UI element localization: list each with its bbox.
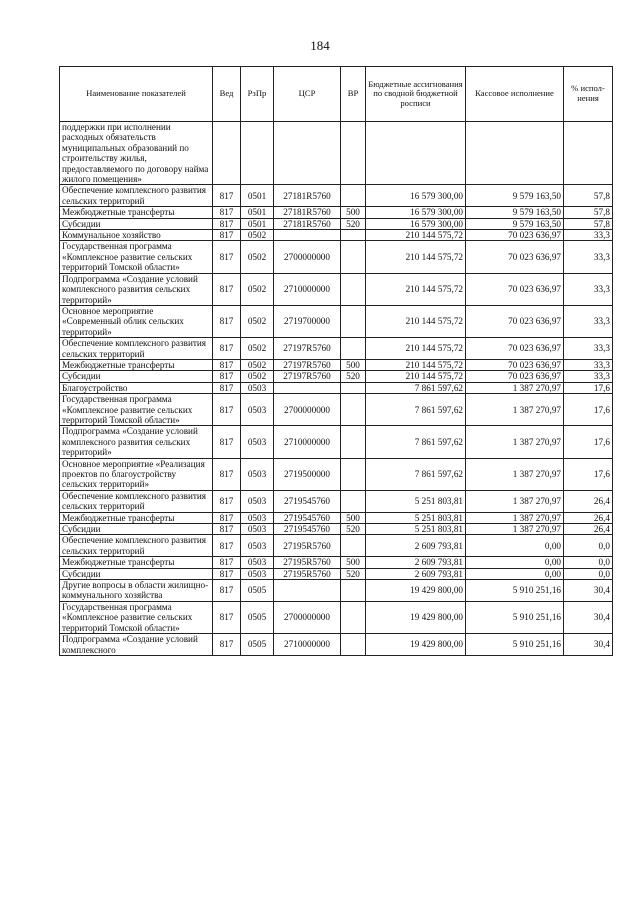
cell-rzpr: 0503 xyxy=(241,490,274,512)
cell-cash: 70 023 636,97 xyxy=(466,338,564,360)
cell-cash: 9 579 163,50 xyxy=(466,207,564,218)
table-row xyxy=(60,580,613,602)
cell-ved: 817 xyxy=(213,338,241,360)
cell-ved: 817 xyxy=(213,185,241,207)
cell-vr: 520 xyxy=(341,218,366,229)
cell-rzpr: 0503 xyxy=(241,568,274,579)
cell-rzpr: 0501 xyxy=(241,207,274,218)
cell-csr xyxy=(274,382,341,393)
table-row xyxy=(60,371,613,382)
cell-name: Подпрограмма «Создание условий комплексного xyxy=(60,634,213,656)
cell-percent xyxy=(564,122,613,185)
cell-cash: 1 387 270,97 xyxy=(466,426,564,458)
cell-cash: 1 387 270,97 xyxy=(466,394,564,426)
cell-name: Обеспечение комплексного развития сельских территорий xyxy=(60,185,213,207)
cell-vr: 520 xyxy=(341,524,366,535)
cell-percent: 26,4 xyxy=(564,524,613,535)
cell-name: Субсидии xyxy=(60,568,213,579)
cell-percent: 30,4 xyxy=(564,580,613,602)
cell-csr xyxy=(274,580,341,602)
cell-csr: 27195R5760 xyxy=(274,557,341,568)
cell-ved: 817 xyxy=(213,458,241,490)
cell-name: Основное мероприятие «Современный облик сельских территорий» xyxy=(60,305,213,337)
table-row xyxy=(60,568,613,579)
cell-ved: 817 xyxy=(213,524,241,535)
cell-csr: 2719500000 xyxy=(274,458,341,490)
table-row xyxy=(60,338,613,360)
cell-assignment: 210 144 575,72 xyxy=(366,359,466,370)
cell-vr xyxy=(341,634,366,656)
cell-rzpr: 0502 xyxy=(241,305,274,337)
cell-rzpr: 0501 xyxy=(241,218,274,229)
cell-ved: 817 xyxy=(213,359,241,370)
cell-vr: 500 xyxy=(341,359,366,370)
cell-percent: 33,3 xyxy=(564,241,613,273)
cell-csr: 2719545760 xyxy=(274,512,341,523)
cell-assignment: 210 144 575,72 xyxy=(366,338,466,360)
cell-percent: 33,3 xyxy=(564,359,613,370)
cell-csr: 27197R5760 xyxy=(274,371,341,382)
cell-ved: 817 xyxy=(213,218,241,229)
cell-assignment: 210 144 575,72 xyxy=(366,305,466,337)
cell-cash: 9 579 163,50 xyxy=(466,185,564,207)
cell-vr xyxy=(341,273,366,305)
cell-ved: 817 xyxy=(213,490,241,512)
cell-percent: 30,4 xyxy=(564,601,613,633)
cell-name: поддержки при исполнении расходных обязательств муниципальных образований по строительству жилья, предоставляемого по договору найма жилого помещения» xyxy=(60,122,213,185)
cell-ved: 817 xyxy=(213,634,241,656)
table-row xyxy=(60,490,613,512)
cell-name: Благоустройство xyxy=(60,382,213,393)
cell-vr: 500 xyxy=(341,207,366,218)
cell-percent: 17,6 xyxy=(564,382,613,393)
cell-percent: 17,6 xyxy=(564,426,613,458)
cell-assignment: 19 429 800,00 xyxy=(366,634,466,656)
cell-vr xyxy=(341,338,366,360)
cell-assignment: 16 579 300,00 xyxy=(366,207,466,218)
header-pct: % испол- нения xyxy=(564,67,613,122)
cell-cash: 0,00 xyxy=(466,568,564,579)
cell-csr: 27195R5760 xyxy=(274,535,341,557)
cell-cash: 1 387 270,97 xyxy=(466,512,564,523)
cell-percent: 0,0 xyxy=(564,535,613,557)
cell-rzpr: 0505 xyxy=(241,601,274,633)
cell-csr: 27181R5760 xyxy=(274,218,341,229)
cell-assignment: 16 579 300,00 xyxy=(366,218,466,229)
table-header-row xyxy=(60,67,613,122)
cell-cash: 70 023 636,97 xyxy=(466,241,564,273)
cell-assignment: 2 609 793,81 xyxy=(366,535,466,557)
table-row xyxy=(60,359,613,370)
cell-name: Государственная программа «Комплексное развитие сельских территорий Томской области» xyxy=(60,394,213,426)
cell-csr: 27197R5760 xyxy=(274,338,341,360)
cell-assignment: 5 251 803,81 xyxy=(366,512,466,523)
cell-percent: 17,6 xyxy=(564,394,613,426)
cell-vr xyxy=(341,394,366,426)
table-row xyxy=(60,273,613,305)
cell-rzpr: 0505 xyxy=(241,634,274,656)
cell-rzpr: 0503 xyxy=(241,557,274,568)
cell-assignment: 210 144 575,72 xyxy=(366,241,466,273)
cell-rzpr: 0505 xyxy=(241,580,274,602)
header-csr: ЦСР xyxy=(274,67,341,122)
cell-assignment: 7 861 597,62 xyxy=(366,394,466,426)
header-vr: ВР xyxy=(341,67,366,122)
header-ved: Вед xyxy=(213,67,241,122)
cell-csr xyxy=(274,230,341,241)
cell-rzpr xyxy=(241,122,274,185)
cell-name: Государственная программа «Комплексное развитие сельских территорий Томской области» xyxy=(60,241,213,273)
cell-vr xyxy=(341,490,366,512)
cell-name: Государственная программа «Комплексное развитие сельских территорий Томской области» xyxy=(60,601,213,633)
cell-percent: 30,4 xyxy=(564,634,613,656)
cell-vr xyxy=(341,382,366,393)
table-row xyxy=(60,382,613,393)
cell-percent: 57,8 xyxy=(564,218,613,229)
cell-vr: 520 xyxy=(341,371,366,382)
cell-rzpr: 0501 xyxy=(241,185,274,207)
cell-rzpr: 0502 xyxy=(241,359,274,370)
cell-ved: 817 xyxy=(213,580,241,602)
cell-ved: 817 xyxy=(213,601,241,633)
cell-cash: 70 023 636,97 xyxy=(466,273,564,305)
cell-cash: 1 387 270,97 xyxy=(466,382,564,393)
cell-ved: 817 xyxy=(213,241,241,273)
cell-cash: 5 910 251,16 xyxy=(466,634,564,656)
cell-percent: 57,8 xyxy=(564,185,613,207)
cell-csr: 27181R5760 xyxy=(274,185,341,207)
cell-rzpr: 0503 xyxy=(241,512,274,523)
table-row xyxy=(60,512,613,523)
cell-vr xyxy=(341,185,366,207)
cell-rzpr: 0502 xyxy=(241,371,274,382)
cell-name: Межбюджетные трансферты xyxy=(60,512,213,523)
cell-name: Подпрограмма «Создание условий комплексного развития сельских территорий» xyxy=(60,273,213,305)
cell-rzpr: 0502 xyxy=(241,338,274,360)
cell-csr xyxy=(274,122,341,185)
cell-percent: 33,3 xyxy=(564,230,613,241)
cell-assignment: 7 861 597,62 xyxy=(366,426,466,458)
cell-vr: 500 xyxy=(341,512,366,523)
cell-cash xyxy=(466,122,564,185)
cell-vr xyxy=(341,305,366,337)
cell-name: Межбюджетные трансферты xyxy=(60,207,213,218)
cell-csr: 2700000000 xyxy=(274,394,341,426)
cell-rzpr: 0503 xyxy=(241,458,274,490)
cell-name: Обеспечение комплексного развития сельских территорий xyxy=(60,535,213,557)
cell-cash: 70 023 636,97 xyxy=(466,359,564,370)
cell-name: Межбюджетные трансферты xyxy=(60,359,213,370)
cell-ved xyxy=(213,122,241,185)
cell-name: Обеспечение комплексного развития сельских территорий xyxy=(60,490,213,512)
cell-rzpr: 0503 xyxy=(241,535,274,557)
cell-percent: 17,6 xyxy=(564,458,613,490)
cell-vr xyxy=(341,535,366,557)
cell-ved: 817 xyxy=(213,382,241,393)
cell-assignment: 7 861 597,62 xyxy=(366,458,466,490)
cell-cash: 1 387 270,97 xyxy=(466,524,564,535)
cell-ved: 817 xyxy=(213,557,241,568)
cell-assignment: 210 144 575,72 xyxy=(366,273,466,305)
cell-name: Коммунальное хозяйство xyxy=(60,230,213,241)
cell-vr xyxy=(341,458,366,490)
table-row xyxy=(60,458,613,490)
cell-assignment: 7 861 597,62 xyxy=(366,382,466,393)
cell-csr: 2700000000 xyxy=(274,241,341,273)
cell-ved: 817 xyxy=(213,371,241,382)
cell-assignment: 210 144 575,72 xyxy=(366,230,466,241)
cell-vr xyxy=(341,122,366,185)
cell-percent: 0,0 xyxy=(564,568,613,579)
cell-assignment xyxy=(366,122,466,185)
page-number: 184 xyxy=(310,38,330,53)
table-row xyxy=(60,601,613,633)
cell-cash: 5 910 251,16 xyxy=(466,580,564,602)
cell-ved: 817 xyxy=(213,568,241,579)
cell-cash: 0,00 xyxy=(466,557,564,568)
cell-ved: 817 xyxy=(213,394,241,426)
table-row xyxy=(60,557,613,568)
header-cash: Кассовое исполнение xyxy=(466,67,564,122)
cell-percent: 26,4 xyxy=(564,490,613,512)
header-assignments: Бюджетные ассигнования по сводной бюджетной росписи xyxy=(366,67,466,122)
table-row xyxy=(60,122,613,185)
cell-assignment: 19 429 800,00 xyxy=(366,601,466,633)
cell-ved: 817 xyxy=(213,535,241,557)
cell-cash: 1 387 270,97 xyxy=(466,490,564,512)
cell-csr: 27197R5760 xyxy=(274,359,341,370)
cell-name: Субсидии xyxy=(60,524,213,535)
cell-rzpr: 0503 xyxy=(241,382,274,393)
cell-vr: 520 xyxy=(341,568,366,579)
cell-rzpr: 0502 xyxy=(241,230,274,241)
cell-csr: 2700000000 xyxy=(274,601,341,633)
table-row xyxy=(60,524,613,535)
cell-csr: 27195R5760 xyxy=(274,568,341,579)
cell-percent: 26,4 xyxy=(564,512,613,523)
cell-vr xyxy=(341,580,366,602)
cell-percent: 33,3 xyxy=(564,273,613,305)
table-row xyxy=(60,634,613,656)
cell-csr: 2710000000 xyxy=(274,634,341,656)
cell-cash: 1 387 270,97 xyxy=(466,458,564,490)
cell-assignment: 16 579 300,00 xyxy=(366,185,466,207)
cell-cash: 0,00 xyxy=(466,535,564,557)
cell-percent: 0,0 xyxy=(564,557,613,568)
cell-name: Подпрограмма «Создание условий комплексного развития сельских территорий» xyxy=(60,426,213,458)
table-row xyxy=(60,207,613,218)
cell-ved: 817 xyxy=(213,512,241,523)
budget-table xyxy=(59,66,613,656)
cell-vr xyxy=(341,241,366,273)
cell-assignment: 19 429 800,00 xyxy=(366,580,466,602)
cell-cash: 70 023 636,97 xyxy=(466,371,564,382)
cell-ved: 817 xyxy=(213,426,241,458)
cell-ved: 817 xyxy=(213,305,241,337)
cell-assignment: 5 251 803,81 xyxy=(366,490,466,512)
cell-vr xyxy=(341,426,366,458)
cell-percent: 33,3 xyxy=(564,305,613,337)
cell-ved: 817 xyxy=(213,207,241,218)
cell-vr xyxy=(341,601,366,633)
table-row xyxy=(60,394,613,426)
cell-name: Субсидии xyxy=(60,218,213,229)
cell-rzpr: 0503 xyxy=(241,394,274,426)
cell-assignment: 2 609 793,81 xyxy=(366,568,466,579)
cell-csr: 2719545760 xyxy=(274,524,341,535)
cell-name: Другие вопросы в области жилищно-коммунального хозяйства xyxy=(60,580,213,602)
cell-ved: 817 xyxy=(213,273,241,305)
cell-rzpr: 0502 xyxy=(241,241,274,273)
table-body xyxy=(60,122,613,656)
table-row xyxy=(60,185,613,207)
cell-percent: 57,8 xyxy=(564,207,613,218)
cell-cash: 70 023 636,97 xyxy=(466,230,564,241)
cell-cash: 70 023 636,97 xyxy=(466,305,564,337)
cell-name: Субсидии xyxy=(60,371,213,382)
table-row xyxy=(60,535,613,557)
cell-assignment: 5 251 803,81 xyxy=(366,524,466,535)
header-rzpr: РзПр xyxy=(241,67,274,122)
cell-vr xyxy=(341,230,366,241)
cell-assignment: 2 609 793,81 xyxy=(366,557,466,568)
cell-csr: 2710000000 xyxy=(274,273,341,305)
table-row xyxy=(60,305,613,337)
cell-csr: 27181R5760 xyxy=(274,207,341,218)
table-row xyxy=(60,426,613,458)
cell-assignment: 210 144 575,72 xyxy=(366,371,466,382)
table-row xyxy=(60,241,613,273)
cell-name: Основное мероприятие «Реализация проектов по благоустройству сельских территорий» xyxy=(60,458,213,490)
cell-ved: 817 xyxy=(213,230,241,241)
cell-name: Межбюджетные трансферты xyxy=(60,557,213,568)
cell-cash: 5 910 251,16 xyxy=(466,601,564,633)
header-name: Наименование показателей xyxy=(60,67,213,122)
cell-cash: 9 579 163,50 xyxy=(466,218,564,229)
table-row xyxy=(60,230,613,241)
cell-csr: 2719545760 xyxy=(274,490,341,512)
cell-name: Обеспечение комплексного развития сельских территорий xyxy=(60,338,213,360)
cell-rzpr: 0502 xyxy=(241,273,274,305)
cell-percent: 33,3 xyxy=(564,371,613,382)
table-row xyxy=(60,218,613,229)
cell-rzpr: 0503 xyxy=(241,426,274,458)
cell-rzpr: 0503 xyxy=(241,524,274,535)
cell-percent: 33,3 xyxy=(564,338,613,360)
cell-csr: 2710000000 xyxy=(274,426,341,458)
cell-vr: 500 xyxy=(341,557,366,568)
cell-csr: 2719700000 xyxy=(274,305,341,337)
